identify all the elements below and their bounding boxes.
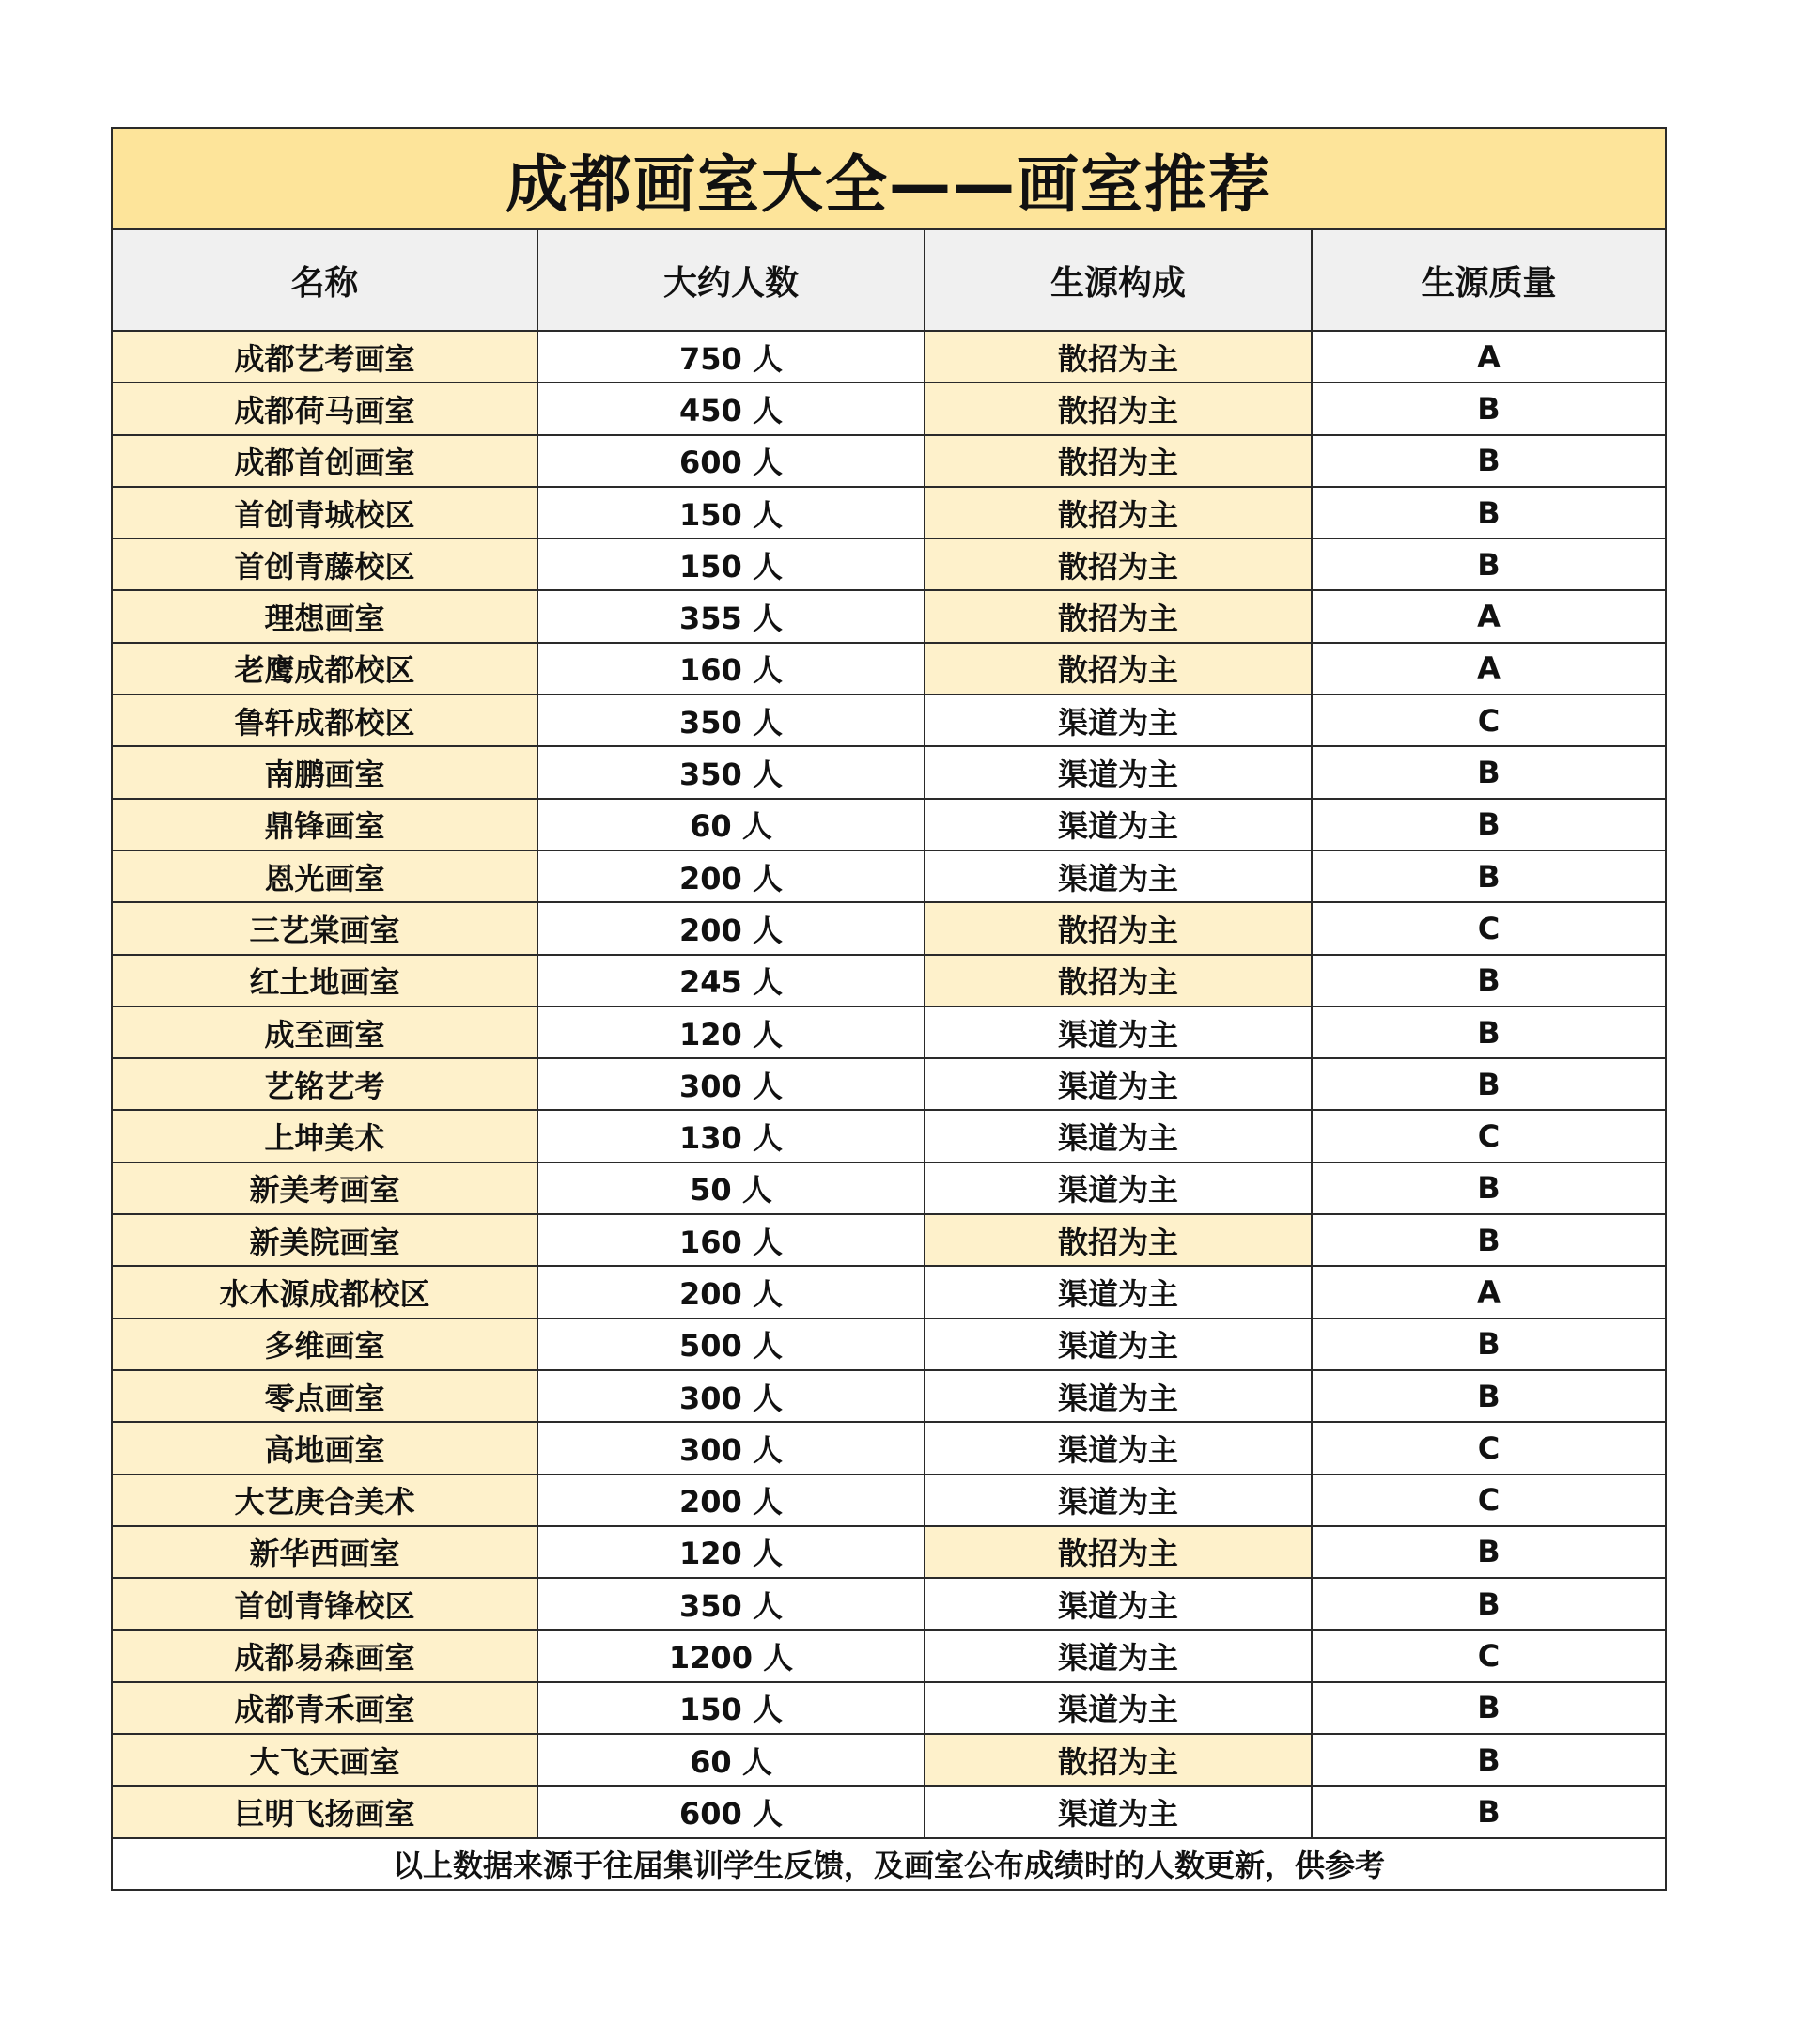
studio-name: 成至画室	[113, 1007, 538, 1059]
source-composition: 散招为主	[925, 332, 1313, 383]
studio-name: 新美院画室	[113, 1215, 538, 1267]
source-quality: B	[1313, 1319, 1665, 1371]
student-count: 200 人	[538, 903, 925, 955]
source-quality: B	[1313, 956, 1665, 1007]
student-count: 130 人	[538, 1111, 925, 1162]
header-source: 生源构成	[925, 230, 1313, 332]
studio-name: 水木源成都校区	[113, 1267, 538, 1318]
student-count: 200 人	[538, 1475, 925, 1527]
source-quality: A	[1313, 1267, 1665, 1318]
source-composition: 渠道为主	[925, 747, 1313, 799]
studio-name: 成都荷马画室	[113, 383, 538, 435]
student-count: 120 人	[538, 1007, 925, 1059]
source-composition: 渠道为主	[925, 1163, 1313, 1215]
source-quality: B	[1313, 1059, 1665, 1111]
student-count: 150 人	[538, 539, 925, 591]
studio-name: 新华西画室	[113, 1527, 538, 1579]
studio-name: 成都艺考画室	[113, 332, 538, 383]
student-count: 200 人	[538, 851, 925, 903]
source-composition: 渠道为主	[925, 1059, 1313, 1111]
studio-name: 成都易森画室	[113, 1631, 538, 1682]
studio-name: 鲁轩成都校区	[113, 695, 538, 747]
studio-name: 大艺庚合美术	[113, 1475, 538, 1527]
source-quality: C	[1313, 1631, 1665, 1682]
source-quality: A	[1313, 591, 1665, 643]
studio-name: 高地画室	[113, 1423, 538, 1474]
studio-name: 新美考画室	[113, 1163, 538, 1215]
student-count: 150 人	[538, 1683, 925, 1735]
source-composition: 渠道为主	[925, 1631, 1313, 1682]
source-quality: B	[1313, 1215, 1665, 1267]
student-count: 160 人	[538, 644, 925, 695]
student-count: 160 人	[538, 1215, 925, 1267]
header-size: 大约人数	[538, 230, 925, 332]
studio-name: 巨明飞扬画室	[113, 1787, 538, 1838]
source-quality: B	[1313, 1007, 1665, 1059]
student-count: 300 人	[538, 1371, 925, 1423]
source-quality: B	[1313, 1527, 1665, 1579]
student-count: 750 人	[538, 332, 925, 383]
studio-name: 首创青锋校区	[113, 1579, 538, 1631]
studio-name: 成都首创画室	[113, 436, 538, 488]
studio-name: 鼎锋画室	[113, 800, 538, 851]
source-composition: 渠道为主	[925, 1007, 1313, 1059]
source-quality: C	[1313, 1475, 1665, 1527]
source-quality: B	[1313, 436, 1665, 488]
source-quality: B	[1313, 383, 1665, 435]
source-composition: 渠道为主	[925, 1475, 1313, 1527]
student-count: 60 人	[538, 800, 925, 851]
source-composition: 渠道为主	[925, 1111, 1313, 1162]
student-count: 450 人	[538, 383, 925, 435]
studio-table	[111, 127, 1667, 1891]
source-composition: 散招为主	[925, 644, 1313, 695]
studio-name: 艺铭艺考	[113, 1059, 538, 1111]
source-quality: B	[1313, 1683, 1665, 1735]
source-quality: A	[1313, 332, 1665, 383]
source-composition: 散招为主	[925, 956, 1313, 1007]
student-count: 200 人	[538, 1267, 925, 1318]
source-quality: A	[1313, 644, 1665, 695]
source-composition: 渠道为主	[925, 1267, 1313, 1318]
studio-name: 红土地画室	[113, 956, 538, 1007]
student-count: 500 人	[538, 1319, 925, 1371]
source-composition: 渠道为主	[925, 695, 1313, 747]
studio-name: 南鹏画室	[113, 747, 538, 799]
student-count: 120 人	[538, 1527, 925, 1579]
source-quality: B	[1313, 1371, 1665, 1423]
studio-name: 零点画室	[113, 1371, 538, 1423]
student-count: 245 人	[538, 956, 925, 1007]
source-composition: 散招为主	[925, 436, 1313, 488]
source-composition: 散招为主	[925, 1527, 1313, 1579]
source-composition: 散招为主	[925, 539, 1313, 591]
table-grid	[113, 230, 1665, 1839]
student-count: 600 人	[538, 436, 925, 488]
student-count: 300 人	[538, 1423, 925, 1474]
header-name: 名称	[113, 230, 538, 332]
source-quality: B	[1313, 1787, 1665, 1838]
source-composition: 渠道为主	[925, 1787, 1313, 1838]
student-count: 60 人	[538, 1735, 925, 1787]
source-composition: 渠道为主	[925, 800, 1313, 851]
source-quality: B	[1313, 800, 1665, 851]
student-count: 600 人	[538, 1787, 925, 1838]
source-quality: C	[1313, 1423, 1665, 1474]
source-composition: 渠道为主	[925, 1371, 1313, 1423]
source-quality: C	[1313, 903, 1665, 955]
student-count: 350 人	[538, 747, 925, 799]
studio-name: 上坤美术	[113, 1111, 538, 1162]
source-quality: C	[1313, 695, 1665, 747]
source-composition: 渠道为主	[925, 1423, 1313, 1474]
header-quality: 生源质量	[1313, 230, 1665, 332]
source-quality: B	[1313, 747, 1665, 799]
source-composition: 散招为主	[925, 383, 1313, 435]
studio-name: 成都青禾画室	[113, 1683, 538, 1735]
student-count: 150 人	[538, 488, 925, 539]
student-count: 50 人	[538, 1163, 925, 1215]
source-composition: 渠道为主	[925, 1683, 1313, 1735]
source-quality: B	[1313, 539, 1665, 591]
source-quality: B	[1313, 488, 1665, 539]
source-composition: 散招为主	[925, 903, 1313, 955]
source-composition: 散招为主	[925, 488, 1313, 539]
student-count: 355 人	[538, 591, 925, 643]
table-title: 成都画室大全——画室推荐	[113, 129, 1665, 230]
source-quality: B	[1313, 1735, 1665, 1787]
studio-name: 恩光画室	[113, 851, 538, 903]
student-count: 300 人	[538, 1059, 925, 1111]
studio-name: 多维画室	[113, 1319, 538, 1371]
studio-name: 大飞天画室	[113, 1735, 538, 1787]
studio-name: 理想画室	[113, 591, 538, 643]
student-count: 350 人	[538, 1579, 925, 1631]
student-count: 1200 人	[538, 1631, 925, 1682]
source-composition: 渠道为主	[925, 1579, 1313, 1631]
source-quality: B	[1313, 851, 1665, 903]
source-composition: 散招为主	[925, 1215, 1313, 1267]
source-quality: B	[1313, 1579, 1665, 1631]
source-composition: 散招为主	[925, 1735, 1313, 1787]
source-quality: B	[1313, 1163, 1665, 1215]
source-composition: 渠道为主	[925, 1319, 1313, 1371]
studio-name: 首创青城校区	[113, 488, 538, 539]
student-count: 350 人	[538, 695, 925, 747]
studio-name: 首创青藤校区	[113, 539, 538, 591]
source-composition: 散招为主	[925, 591, 1313, 643]
footer-note: 以上数据来源于往届集训学生反馈，及画室公布成绩时的人数更新，供参考	[392, 1848, 1385, 1884]
studio-name: 三艺棠画室	[113, 903, 538, 955]
source-composition: 渠道为主	[925, 851, 1313, 903]
studio-name: 老鹰成都校区	[113, 644, 538, 695]
source-quality: C	[1313, 1111, 1665, 1162]
